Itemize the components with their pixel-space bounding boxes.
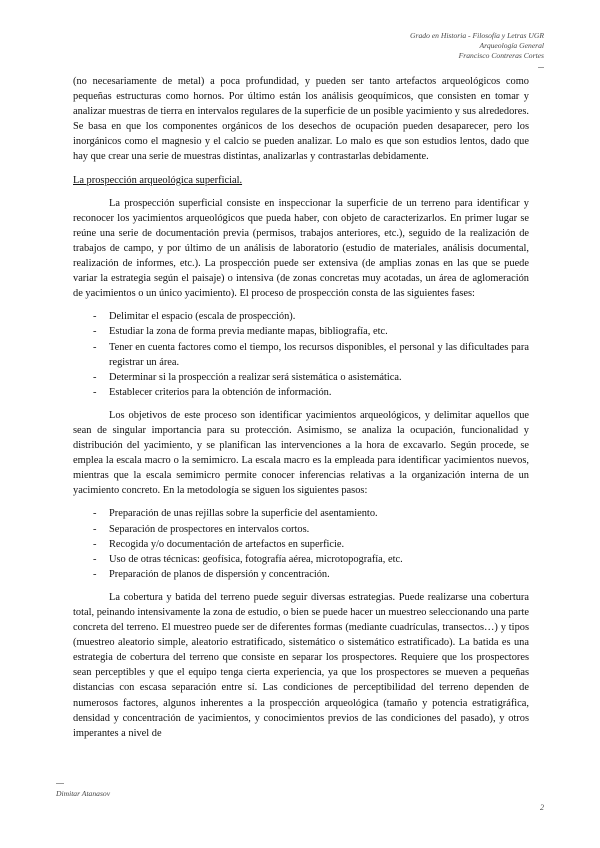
paragraph-cobertura: La cobertura y batida del terreno puede seguir diversas estrategias. Puede realizarse una cobertura total, peinando intensivamente la zona de estudio, o bien se puede hacer un muestreo seleccionando una parte concreta del terreno. El muestreo puede ser de diferentes formas (mediante cuadrículas, transectos…) y tipos (muestreo aleatorio simple, aleatorio estratificado, sistemático o sistemático estratificado). La batida es una estrategia de cobertura del terreno que consiste en separar los prospectores. Requiere que los prospectores sean perceptibles y que el equipo tenga cierta experiencia, ya que los prospectores se mueven a pequeñas distancias con escasa separación entre sí. Las condiciones de perceptibilidad del terreno dependen de numerosos factores, algunos inherentes a la prospección arqueológica (tamaño y potencia estratigráfica, densidad y concentración de yacimientos, y conocimientos previos de las condiciones del pasado), y otros imperantes a nivel de <box>73 591 529 739</box>
header-subject: Arqueología General <box>479 41 544 50</box>
list-dash: - <box>93 538 97 550</box>
list-dash: - <box>93 523 97 535</box>
footer-divider <box>56 783 64 784</box>
list-item: - Recogida y/o documentación de artefactos en superficie. <box>73 537 529 552</box>
header-divider <box>538 67 544 68</box>
steps-list <box>73 506 529 581</box>
footer-author: Dimitar Atanasov <box>56 789 111 798</box>
list-item: - Uso de otras técnicas: geofísica, fotografía aérea, microtopografía, etc. <box>73 552 529 567</box>
header-professor: Francisco Contreras Cortes <box>458 51 544 60</box>
page-header <box>410 31 544 61</box>
list-item: - Estudiar la zona de forma previa mediante mapas, bibliografía, etc. <box>73 324 529 339</box>
document-body <box>73 74 529 749</box>
paragraph-continuation: (no necesariamente de metal) a poca profundidad, y pueden ser tanto artefactos arqueológicos como pequeñas estructuras como hornos. Por último están los análisis geoquímicos, que consisten en tomar y analizar muestras de tierra en intervalos regulares de la superficie de un posible yacimiento y sus alrededores. Se basa en que los componentes orgánicos de los desechos de ocupación pueden desaparecer, pero los inorgánicos como el magnesio y el calcio se pueden analizar. Lo malo es que son estudios lentos, dado que hay que crear una serie de muestras distintas, analizarlas y contrastarlas debidamente. <box>73 76 529 163</box>
list-dash: - <box>93 553 97 565</box>
list-dash: - <box>93 341 97 353</box>
paragraph-prospeccion: La prospección superficial consiste en inspeccionar la superficie de un terreno para identificar y reconocer los yacimientos arqueológicos que pueda haber, con objeto de caracterizarlos. En primer lugar se reúne una serie de documentación previa (permisos, trabajos anteriores, etc.), seguido de la realización de trabajos de campo, y por último de un análisis de laboratorio (estudio de materiales, análisis documental, realización de informes, etc.). La prospección puede ser extensiva (de amplias zonas en las que se puede variar la estrategia según el paisaje) o intensiva (de zonas concretas muy acotadas, un área de aglomeración de yacimientos o un único yacimiento). El proceso de prospección consta de las siguientes fases: <box>73 197 529 300</box>
list-dash: - <box>93 311 97 323</box>
header-course: Grado en Historia - Filosofía y Letras UGR <box>410 31 544 40</box>
list-dash: - <box>93 326 97 338</box>
list-dash: - <box>93 386 97 398</box>
list-item: - Delimitar el espacio (escala de prospección). <box>73 309 529 324</box>
list-dash: - <box>93 568 97 580</box>
page-number: 2 <box>540 803 544 812</box>
list-dash: - <box>93 508 97 520</box>
list-item: - Establecer criterios para la obtención de información. <box>73 385 529 400</box>
list-item: - Tener en cuenta factores como el tiempo, los recursos disponibles, el personal y las dificultades para registrar un área. <box>93 341 529 368</box>
list-item: - Preparación de unas rejillas sobre la superficie del asentamiento. <box>73 506 529 521</box>
paragraph-objetivos: Los objetivos de este proceso son identificar yacimientos arqueológicos, y delimitar aquellos que sean de singular importancia para su protección. Asimismo, se analiza la ocupación, funcionalidad y distribución del yacimiento, y se planifican las intervenciones a la hora de excavarlo. Según procede, se emplea la escala macro o la semimicro. La escala macro es la empleada para identificar yacimientos nuevos, mientras que la escala semimicro permite conocer inferencias relativas a la organización interna de un yacimiento concreto. En la metodología se siguen los siguientes pasos: <box>73 409 529 497</box>
phases-list <box>73 309 529 400</box>
list-item: - Determinar si la prospección a realizar será sistemática o asistemática. <box>73 370 529 385</box>
list-item: - Preparación de planos de dispersión y concentración. <box>73 567 529 582</box>
list-item: - Separación de prospectores en intervalos cortos. <box>73 522 529 537</box>
list-dash: - <box>93 371 97 383</box>
section-heading: La prospección arqueológica superficial. <box>73 174 243 186</box>
